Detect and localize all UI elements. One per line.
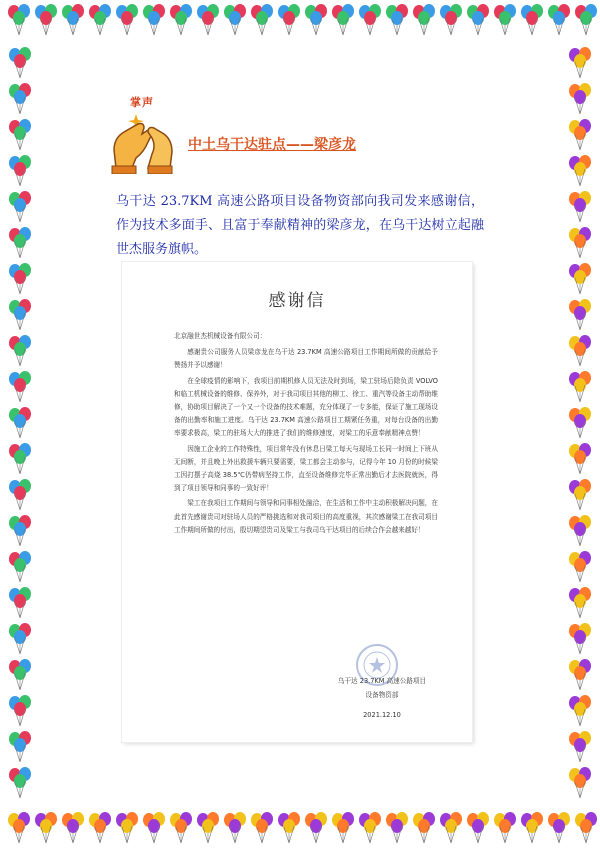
balloon-icon xyxy=(492,811,518,845)
balloon-icon xyxy=(384,811,410,845)
balloon-icon xyxy=(567,118,593,152)
letter-signature xyxy=(312,674,452,722)
balloon-icon xyxy=(330,3,356,37)
signature-line: 乌干达 23.7KM 高速公路项目 xyxy=(337,677,427,685)
balloon-icon xyxy=(7,730,33,764)
letter-salutation: 北京融世杰机械设备有限公司： xyxy=(174,332,267,340)
balloon-icon xyxy=(7,478,33,512)
balloon-icon xyxy=(7,766,33,800)
balloon-icon xyxy=(168,811,194,845)
balloon-icon xyxy=(7,406,33,440)
balloon-icon xyxy=(249,811,275,845)
balloon-icon xyxy=(7,370,33,404)
balloon-icon xyxy=(7,226,33,260)
balloon-icon xyxy=(276,811,302,845)
balloon-icon xyxy=(7,442,33,476)
balloon-icon xyxy=(438,3,464,37)
balloon-icon xyxy=(168,3,194,37)
balloon-icon xyxy=(567,730,593,764)
balloon-icon xyxy=(567,226,593,260)
clapping-hands-icon xyxy=(108,94,178,174)
balloon-icon xyxy=(567,298,593,332)
balloon-icon xyxy=(567,190,593,224)
signature-department: 设备物资部 xyxy=(365,691,399,699)
letter-paragraph: 因施工企业的工作特殊性，项目常年没有休息日梁工每天与现场工长同一时间上下班从无间断，并且晚上外出救援车辆只要需要，梁工都会主动参与，记得今年 10 月份的时候梁工因打摆子高烧 38.5℃仍带病坚持工作，直至设备维修完毕正常出勤后才去医院就医，得到了项目领导和同事的一致好评！ xyxy=(174,444,438,493)
balloon-icon xyxy=(567,442,593,476)
balloon-icon xyxy=(7,514,33,548)
balloon-icon xyxy=(7,298,33,332)
letter-paragraph: 在全球疫情的影响下，我项目前期机修人员无法及时到场，梁工驻场后除负责 VOLVO 和临工机械设备的维修、保养外，对于我司项目其他的柳工、徐工、重汽等设备主动帮助维修，协助项目解决了一个又一个设备的技术难题，充分体现了一专多能，保证了施工现场设备的出勤率和施工进度。乌干达 23.7KM 高速公路项目工期紧任务重，对每台设备的出勤率要求极高，梁工的驻场大大的推进了我们的维修速度，对梁工的乐意奉献精神点赞！ xyxy=(174,376,438,438)
letter-paragraph: 感谢贵公司服务人员梁彦龙在乌干达 23.7KM 高速公路项目工作期间所做的贡献给予赞扬并予以感谢！ xyxy=(174,348,438,370)
balloon-icon xyxy=(6,811,32,845)
balloon-icon xyxy=(357,811,383,845)
thank-you-letter xyxy=(122,262,472,742)
balloon-icon xyxy=(567,406,593,440)
balloon-border-left xyxy=(0,40,40,808)
balloon-icon xyxy=(567,622,593,656)
balloon-icon xyxy=(411,3,437,37)
balloon-icon xyxy=(567,694,593,728)
balloon-icon xyxy=(546,3,572,37)
balloon-icon xyxy=(7,658,33,692)
intro-paragraph: 乌干达 23.7KM 高速公路项目设备物资部向我司发来感谢信，作为技术多面手、且富于奉献精神的梁彦龙，在乌干达树立起融世杰服务旗帜。 xyxy=(116,194,484,257)
balloon-icon xyxy=(60,3,86,37)
balloon-icon xyxy=(567,46,593,80)
balloon-icon xyxy=(303,811,329,845)
signature-date: 2021.12.10 xyxy=(363,711,401,719)
balloon-icon xyxy=(33,3,59,37)
letter-paragraph: 梁工在我项目工作期间与领导和同事相处融洽，在生活和工作中主动积极解决问题，在此首先感谢贵司对驻场人员的严格挑选和对我司项目的高度重视，其次感谢梁工在我司项目工作期间所做的付出，殷切期望贵司及梁工与我司乌干达项目的后续合作会越来越好！ xyxy=(174,499,438,534)
balloon-icon xyxy=(7,118,33,152)
balloon-icon xyxy=(7,46,33,80)
balloon-icon xyxy=(303,3,329,37)
balloon-icon xyxy=(7,622,33,656)
balloon-icon xyxy=(519,3,545,37)
balloon-icon xyxy=(567,262,593,296)
balloon-icon xyxy=(465,811,491,845)
balloon-icon xyxy=(519,811,545,845)
balloon-icon xyxy=(195,811,221,845)
balloon-icon xyxy=(438,811,464,845)
balloon-icon xyxy=(87,811,113,845)
page-title[interactable]: 中土乌干达驻点——梁彦龙 xyxy=(188,137,356,153)
balloon-icon xyxy=(195,3,221,37)
balloon-icon xyxy=(7,154,33,188)
balloon-icon xyxy=(7,262,33,296)
balloon-icon xyxy=(411,811,437,845)
balloon-icon xyxy=(567,334,593,368)
balloon-icon xyxy=(567,82,593,116)
balloon-icon xyxy=(567,478,593,512)
balloon-icon xyxy=(60,811,86,845)
balloon-icon xyxy=(567,586,593,620)
balloon-icon xyxy=(7,334,33,368)
balloon-icon xyxy=(6,3,32,37)
balloon-icon xyxy=(465,3,491,37)
balloon-icon xyxy=(567,550,593,584)
balloon-icon xyxy=(567,766,593,800)
balloon-icon xyxy=(546,811,572,845)
balloon-border-top xyxy=(0,0,600,40)
balloon-icon xyxy=(357,3,383,37)
balloon-icon xyxy=(573,3,599,37)
balloon-icon xyxy=(249,3,275,37)
balloon-icon xyxy=(573,811,599,845)
balloon-icon xyxy=(7,82,33,116)
balloon-icon xyxy=(114,811,140,845)
balloon-icon xyxy=(330,811,356,845)
letter-body xyxy=(174,330,438,539)
balloon-icon xyxy=(141,811,167,845)
balloon-icon xyxy=(492,3,518,37)
balloon-icon xyxy=(7,190,33,224)
balloon-icon xyxy=(87,3,113,37)
balloon-icon xyxy=(141,3,167,37)
balloon-icon xyxy=(222,3,248,37)
balloon-border-right xyxy=(560,40,600,808)
balloon-icon xyxy=(567,370,593,404)
balloon-icon xyxy=(276,3,302,37)
balloon-icon xyxy=(7,586,33,620)
balloon-icon xyxy=(114,3,140,37)
balloon-icon xyxy=(567,658,593,692)
balloon-icon xyxy=(7,550,33,584)
balloon-icon xyxy=(384,3,410,37)
balloon-icon xyxy=(222,811,248,845)
balloon-icon xyxy=(567,154,593,188)
balloon-icon xyxy=(7,694,33,728)
balloon-icon xyxy=(567,514,593,548)
balloon-icon xyxy=(33,811,59,845)
applause-badge: 掌声 xyxy=(130,96,154,109)
letter-title: 感谢信 xyxy=(268,291,326,311)
balloon-border-bottom xyxy=(0,808,600,848)
